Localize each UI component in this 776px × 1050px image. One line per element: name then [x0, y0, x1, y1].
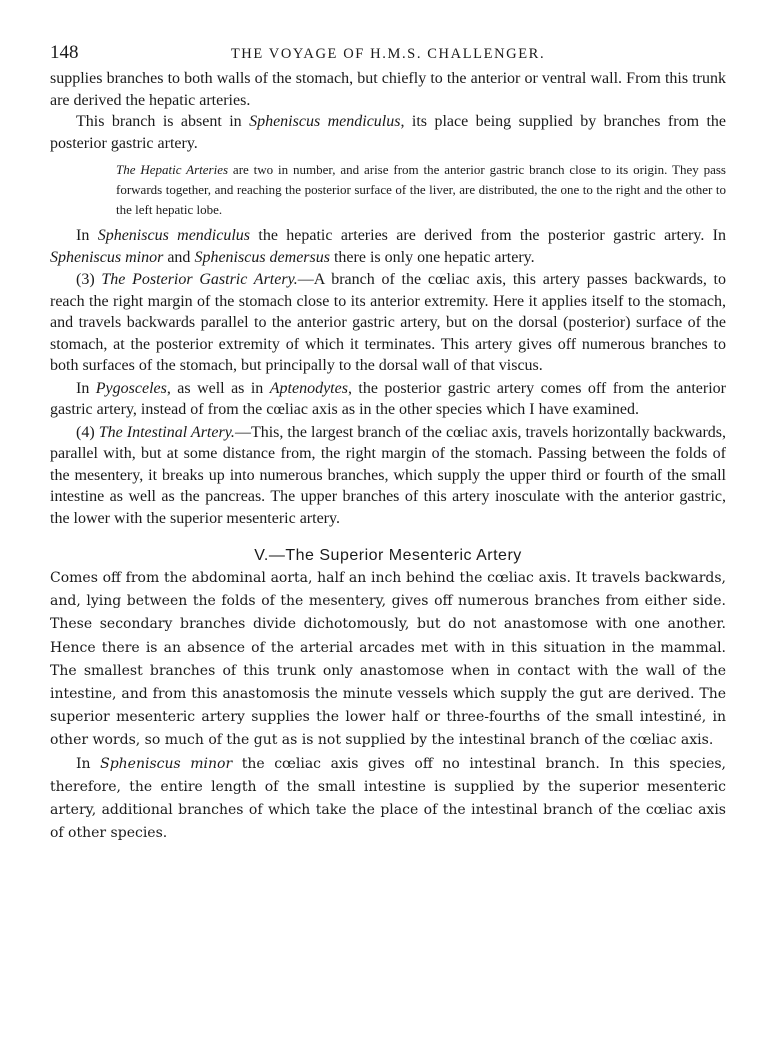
p3-in: In [76, 227, 98, 244]
paragraph-1: supplies branches to both walls of the stomach, but chiefly to the anterior or ventral wall. From this trunk are derived the hepatic arteries. [50, 70, 726, 109]
p2-text-end: , its place being supplied by branches from the posterior gastric artery. [50, 113, 726, 152]
paragraph-intestinal [50, 422, 726, 530]
p5-genus-2: Aptenodytes [269, 379, 348, 397]
page [50, 38, 726, 845]
s2-text: the cœliac axis gives off no intestinal branch. In this species, therefore, the entire length of the small intestine is supplied by the superior mesenteric artery, additional branches of which take the place of the intestinal branch of the cœliac axis of other species. [50, 755, 726, 842]
p3-text-2: and [163, 248, 195, 266]
note-title: The Hepatic Arteries [116, 162, 229, 177]
section-heading: V.—The Superior Mesenteric Artery [254, 547, 522, 564]
section-paragraph-2 [50, 753, 726, 846]
p5-text-2: , the posterior gastric artery comes off from the anterior gastric artery, instead of from the cœliac axis as in the other species which I have examined. [50, 379, 727, 418]
paragraph-posterior-gastric [50, 269, 726, 377]
section-paragraph-1: Comes off from the abdominal aorta, half an inch behind the cœliac axis. It travels backwards, and, lying between the folds of the mesentery, gives off numerous branches from either side. These secondary branches divide dichotomously, but do not anastomose with one another. Hence there is an absence of the arterial arcades met with in this situation in the mammal. The smallest branches of this trunk only anastomose when in contact with the wall of the intestine, and from this anastomosis the minute vessels which supply the gut are derived. The superior mesenteric artery supplies the lower half or three-fourths of the small intestiné, in other words, so much of the gut as is not supplied by the intestinal branch of the cœliac axis. [50, 570, 726, 749]
p6-title: The Intestinal Artery. [98, 423, 235, 441]
s2-species: Spheniscus minor [100, 755, 233, 772]
p4-number: (3) [76, 271, 102, 288]
p2-text: This branch is absent in [76, 113, 250, 130]
section-body [50, 567, 726, 845]
p5-in: In [76, 379, 96, 397]
p4-title: The Posterior Gastric Artery. [101, 271, 298, 288]
paragraph-2 [50, 111, 726, 154]
s2-in: In [76, 755, 101, 772]
p3-text-1: the hepatic arteries are derived from the posterior gastric artery. In [250, 227, 727, 244]
p5-text-1: , as well as in [166, 379, 270, 397]
p5-genus-1: Pygosceles [95, 379, 167, 397]
p3-species-2: Spheniscus minor [50, 248, 164, 266]
p2-species: Spheniscus mendiculus [249, 113, 401, 130]
paragraph-3 [50, 225, 726, 268]
page-header [50, 38, 726, 68]
p6-text: —This, the largest branch of the cœliac axis, travels horizontally backwards, parallel with, but at some distance from, the right margin of the stomach. Passing between the folds of the mesentery, it breaks up into numerous branches, which supply the upper third or fourth of the small intestine as well as the pancreas. The upper branches of this artery inosculate with the anterior gastric, the lower with the superior mesenteric artery. [50, 423, 727, 527]
p4-text: —A branch of the cœliac axis, this artery passes backwards, to reach the right margin of the stomach close to its anterior extremity. Here it applies itself to the stomach, and travels backwards parallel to the anterior gastric artery, but on the dorsal (posterior) surface of the stomach, at the posterior extremity of which it terminates. This artery gives off numerous branches to both surfaces of the stomach, but principally to the dorsal wall of that viscus. [50, 271, 727, 374]
p6-number: (4) [76, 423, 99, 441]
paragraph-5 [50, 378, 726, 421]
p3-species-1: Spheniscus mendiculus [97, 227, 251, 244]
p3-species-3: Spheniscus demersus [194, 248, 330, 266]
p3-text-3: there is only one hepatic artery. [329, 248, 535, 266]
note-text: are two in number, and arise from the anterior gastric branch close to its origin. They pass forwards together, and reaching the posterior surface of the liver, are distributed, the one to the right and the other to the left hepatic lobe. [116, 162, 726, 217]
page-number: 148 [50, 42, 79, 63]
running-head: THE VOYAGE OF H.M.S. CHALLENGER. [230, 46, 546, 62]
note-hepatic-arteries [116, 160, 726, 220]
